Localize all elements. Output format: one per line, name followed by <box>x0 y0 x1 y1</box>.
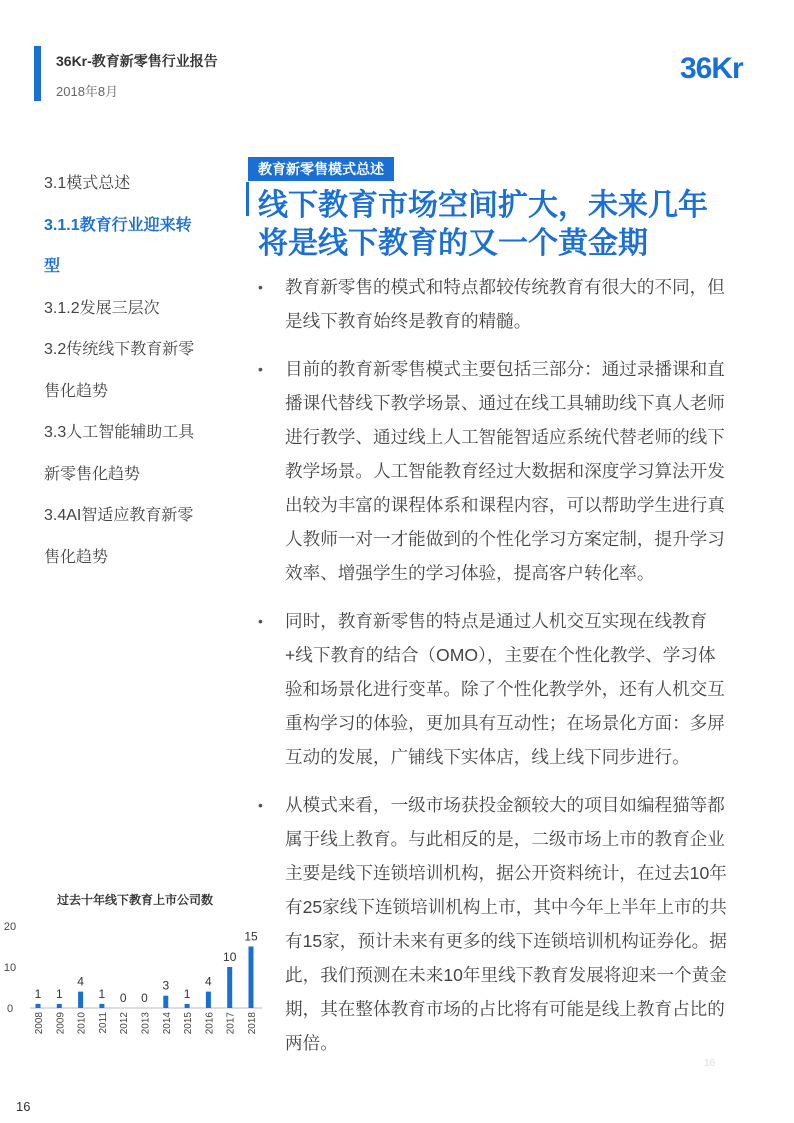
bar-2017 <box>227 967 232 1008</box>
bar-2011 <box>99 1004 104 1008</box>
bullet-text: 教育新零售的模式和特点都较传统教育有很大的不同，但是线下教育始终是教育的精髓。 <box>285 277 725 331</box>
bullet-dot: • <box>258 279 263 295</box>
data-label-2015: 1 <box>183 986 191 1001</box>
x-tick-label-2017: 2017 <box>225 1012 237 1035</box>
toc-item[interactable]: 3.1模式总述 <box>44 175 131 192</box>
data-label-2017: 10 <box>223 950 237 964</box>
bar-2009 <box>57 1004 62 1008</box>
report-date: 2018年8月 <box>56 84 119 99</box>
bullet-item <box>258 270 732 338</box>
listed-companies-bar-chart <box>0 880 270 1060</box>
36kr-logo <box>680 44 766 94</box>
x-tick-label-2018: 2018 <box>247 1012 258 1035</box>
bar-2010 <box>78 992 83 1008</box>
data-label-2010: 4 <box>77 974 84 989</box>
page-number: 16 <box>16 1099 31 1114</box>
data-label-2012: 0 <box>119 991 127 1005</box>
data-label-2013: 0 <box>141 991 148 1005</box>
x-tick-label-2014: 2014 <box>161 1012 173 1035</box>
x-tick-label-2010: 2010 <box>76 1012 88 1035</box>
y-tick-label: 10 <box>3 962 17 974</box>
toc-item-active[interactable]: 3.1.1教育行业迎来转 <box>44 216 192 234</box>
section-tag: 教育新零售模式总述 <box>248 157 394 181</box>
x-tick-label-2009: 2009 <box>55 1012 67 1035</box>
data-label-2018: 15 <box>244 929 258 944</box>
bullet-list <box>258 270 732 1074</box>
x-tick-label-2008: 2008 <box>34 1012 45 1035</box>
bullet-dot: • <box>258 613 263 629</box>
toc-item[interactable]: 售化趋势 <box>44 382 109 400</box>
y-tick-label: 20 <box>3 921 17 933</box>
bar-2018 <box>249 947 254 1009</box>
table-of-contents <box>44 163 234 578</box>
x-tick-label-2011: 2011 <box>97 1012 109 1034</box>
y-tick-label: 0 <box>6 1003 14 1015</box>
toc-item[interactable]: 3.3人工智能辅助工具 <box>44 424 195 441</box>
data-label-2014: 3 <box>162 978 170 993</box>
x-tick-label-2013: 2013 <box>140 1012 152 1035</box>
bullet-item <box>258 604 732 774</box>
data-label-2016: 4 <box>205 974 212 989</box>
page-title: 线下教育市场空间扩大，未来几年将是线下教育的又一个黄金期 <box>258 189 708 260</box>
toc-item[interactable]: 3.4AI智适应教育新零 <box>44 507 194 524</box>
bullet-text: 从模式来看，一级市场获投金额较大的项目如编程猫等都属于线上教育。与此相反的是，二级市场上市的教育企业主要是线下连锁培训机构，据公开资料统计，在过去10年有25家线下连锁培训机构上市，其中今年上半年上市的共有15家，预计未来有更多的线下连锁培训机构证券化。据此，我们预测在未来10年里线下教育发展将迎来一个黄金期，其在整体教育市场的占比将有可能是线上教育占比的两倍。 <box>285 795 727 1053</box>
bullet-item <box>258 788 732 1060</box>
toc-item[interactable]: 售化趋势 <box>44 548 109 566</box>
x-tick-label-2016: 2016 <box>204 1012 216 1035</box>
bar-2014 <box>163 996 168 1008</box>
toc-item-active[interactable]: 型 <box>44 258 61 275</box>
bullet-dot: • <box>258 361 263 377</box>
toc-item[interactable]: 3.1.2发展三层次 <box>44 299 160 317</box>
bullet-dot: • <box>258 797 263 813</box>
x-tick-label-2012: 2012 <box>119 1012 131 1035</box>
bullet-text: 目前的教育新零售模式主要包括三部分：通过录播课和直播课代替线下教学场景、通过在线工具辅助线下真人老师进行教学、通过线上人工智能智适应系统代替老师的线下教学场景。人工智能教育经过大数据和深度学习算法开发出较为丰富的课程体系和课程内容，可以帮助学生进行真人教师一对一才能做到的个性化学习方案定制，提升学习效率、增强学生的学习体验，提高客户转化率。 <box>285 359 725 583</box>
toc-item[interactable]: 3.2传统线下教育新零 <box>44 341 195 358</box>
header-accent-bar <box>34 46 41 101</box>
title-rule <box>246 182 249 216</box>
data-label-2011: 1 <box>98 986 106 1001</box>
x-tick-label-2015: 2015 <box>183 1012 195 1035</box>
faint-page-number: 16 <box>704 1058 716 1069</box>
data-label-2008: 1 <box>34 986 42 1001</box>
chart-title: 过去十年线下教育上市公司数 <box>56 893 214 907</box>
toc-item[interactable]: 新零售化趋势 <box>44 465 141 483</box>
bar-2016 <box>206 992 211 1008</box>
report-title: 36Kr-教育新零售行业报告 <box>56 53 218 69</box>
logo-text: 36Kr <box>680 52 743 85</box>
data-label-2009: 1 <box>55 986 63 1001</box>
bullet-item <box>258 352 732 590</box>
bullet-text: 同时，教育新零售的特点是通过人机交互实现在线教育+线下教育的结合（OMO），主要在个性化教学、学习体验和场景化进行变革。除了个性化教学外，还有人机交互重构学习的体验，更加具有互动性；在场景化方面：多屏互动的发展，广铺线下实体店，线上线下同步进行。 <box>285 611 725 767</box>
bar-2008 <box>36 1004 41 1008</box>
bar-2015 <box>185 1004 190 1008</box>
